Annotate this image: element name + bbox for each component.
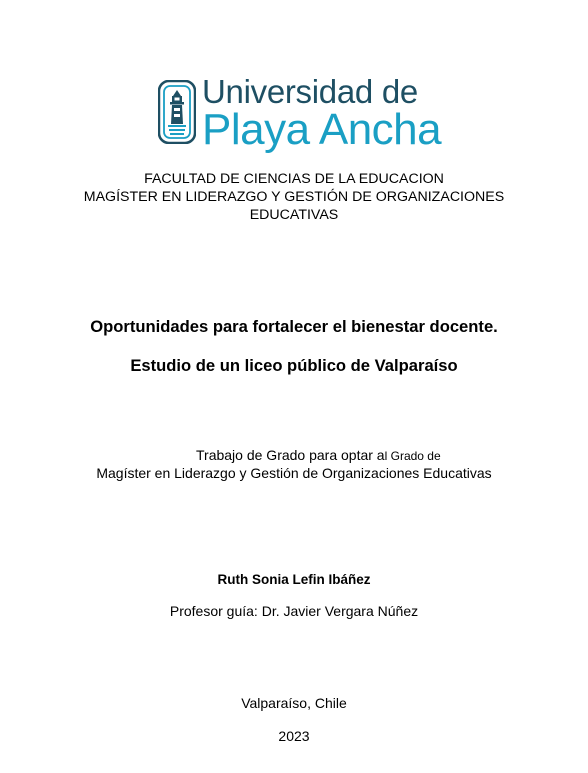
degree-line-2: Magíster en Liderazgo y Gestión de Organizaciones Educativas [96,465,492,481]
degree-line-1 [196,447,441,465]
logo-line-1: Universidad de [202,73,418,110]
advisor: Profesor guía: Dr. Javier Vergara Núñez [169,603,419,619]
university-logo [158,73,442,154]
faculty-line-2: MAGÍSTER EN LIDERAZGO Y GESTIÓN DE ORGANIZACIONES [83,189,505,205]
faculty-line-3: EDUCATIVAS [249,207,339,223]
author-name: Ruth Sonia Lefin Ibáñez [217,572,371,587]
faculty-header [0,170,588,224]
year: 2023 [278,728,310,744]
degree-line-1-small: l Grado de [384,449,441,463]
degree-line-1-main: Trabajo de Grado para optar a [196,447,385,463]
city: Valparaíso, Chile [241,695,347,711]
faculty-line-1: FACULTAD DE CIENCIAS DE LA EDUCACION [144,171,444,187]
thesis-title: Oportunidades para fortalecer el bienestar docente. [90,317,498,336]
lighthouse-icon [158,80,196,144]
logo-line-2: Playa Ancha [202,105,442,154]
thesis-subtitle: Estudio de un liceo público de Valparaíso [130,356,458,375]
